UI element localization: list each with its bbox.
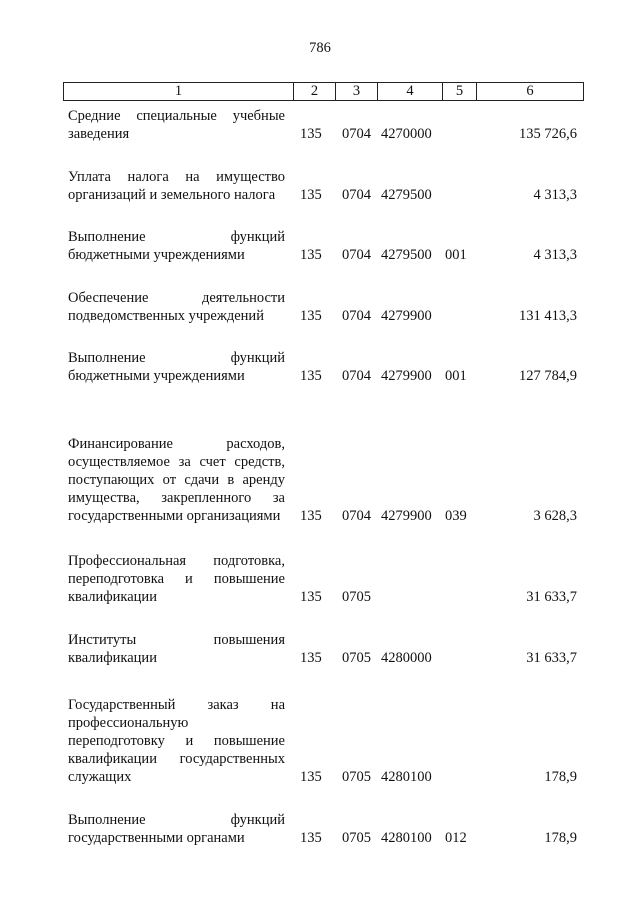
row-col-2: 135: [300, 126, 322, 142]
row-col-4: 4279900: [381, 308, 432, 324]
row-col-6: 178,9: [544, 769, 577, 785]
row-col-5: 039: [445, 508, 467, 524]
row-name: Выполнение функций государственными органами: [68, 812, 285, 846]
row-col-4: 4279900: [381, 508, 432, 524]
row-col-4: 4280100: [381, 769, 432, 785]
row-col-6: 131 413,3: [519, 308, 577, 324]
row-col-6: 4 313,3: [533, 187, 577, 203]
row-col-3: 0705: [342, 650, 371, 666]
column-header-6: 6: [477, 83, 584, 101]
row-col-3: 0705: [342, 589, 371, 605]
row-name: Институты повышения квалификации: [68, 632, 285, 666]
row-col-4: 4280000: [381, 650, 432, 666]
row-col-3: 0705: [342, 769, 371, 785]
row-col-2: 135: [300, 589, 322, 605]
row-name: Выполнение функций бюджетными учреждениями: [68, 350, 285, 384]
row-name: Профессиональная подготовка, переподготовка и повышение квалификации: [68, 553, 285, 605]
row-col-5: 001: [445, 368, 467, 384]
row-col-3: 0704: [342, 308, 371, 324]
column-header-5: 5: [443, 83, 477, 101]
row-name: Государственный заказ на профессиональную переподготовку и повышение квалификации государственных служащих: [68, 697, 285, 785]
row-col-4: 4280100: [381, 830, 432, 846]
row-col-2: 135: [300, 308, 322, 324]
column-header-1: 1: [64, 83, 294, 101]
row-col-2: 135: [300, 368, 322, 384]
row-col-3: 0704: [342, 126, 371, 142]
row-col-3: 0705: [342, 830, 371, 846]
row-col-4: 4270000: [381, 126, 432, 142]
row-col-3: 0704: [342, 368, 371, 384]
row-col-2: 135: [300, 830, 322, 846]
row-col-5: 012: [445, 830, 467, 846]
row-col-5: 001: [445, 247, 467, 263]
row-name: Уплата налога на имущество организаций и земельного налога: [68, 169, 285, 203]
row-col-6: 127 784,9: [519, 368, 577, 384]
row-col-2: 135: [300, 650, 322, 666]
row-name: Средние специальные учебные заведения: [68, 108, 285, 142]
row-name: Обеспечение деятельности подведомственных учреждений: [68, 290, 285, 324]
row-col-2: 135: [300, 247, 322, 263]
column-header-2: 2: [294, 83, 336, 101]
row-col-4: 4279500: [381, 187, 432, 203]
row-col-2: 135: [300, 187, 322, 203]
row-col-4: 4279500: [381, 247, 432, 263]
row-col-6: 31 633,7: [526, 650, 577, 666]
page-number: 786: [309, 40, 331, 56]
row-col-3: 0704: [342, 187, 371, 203]
row-col-4: 4279900: [381, 368, 432, 384]
row-col-2: 135: [300, 769, 322, 785]
row-col-3: 0704: [342, 247, 371, 263]
row-col-6: 135 726,6: [519, 126, 577, 142]
row-col-6: 178,9: [544, 830, 577, 846]
row-col-3: 0704: [342, 508, 371, 524]
row-col-6: 4 313,3: [533, 247, 577, 263]
row-col-2: 135: [300, 508, 322, 524]
column-header-3: 3: [336, 83, 378, 101]
row-col-6: 31 633,7: [526, 589, 577, 605]
column-header-4: 4: [378, 83, 443, 101]
row-col-6: 3 628,3: [533, 508, 577, 524]
row-name: Финансирование расходов, осуществляемое за счет средств, поступающих от сдачи в аренду имущества, закрепленного за государственными организациями: [68, 436, 285, 524]
row-name: Выполнение функций бюджетными учреждениями: [68, 229, 285, 263]
